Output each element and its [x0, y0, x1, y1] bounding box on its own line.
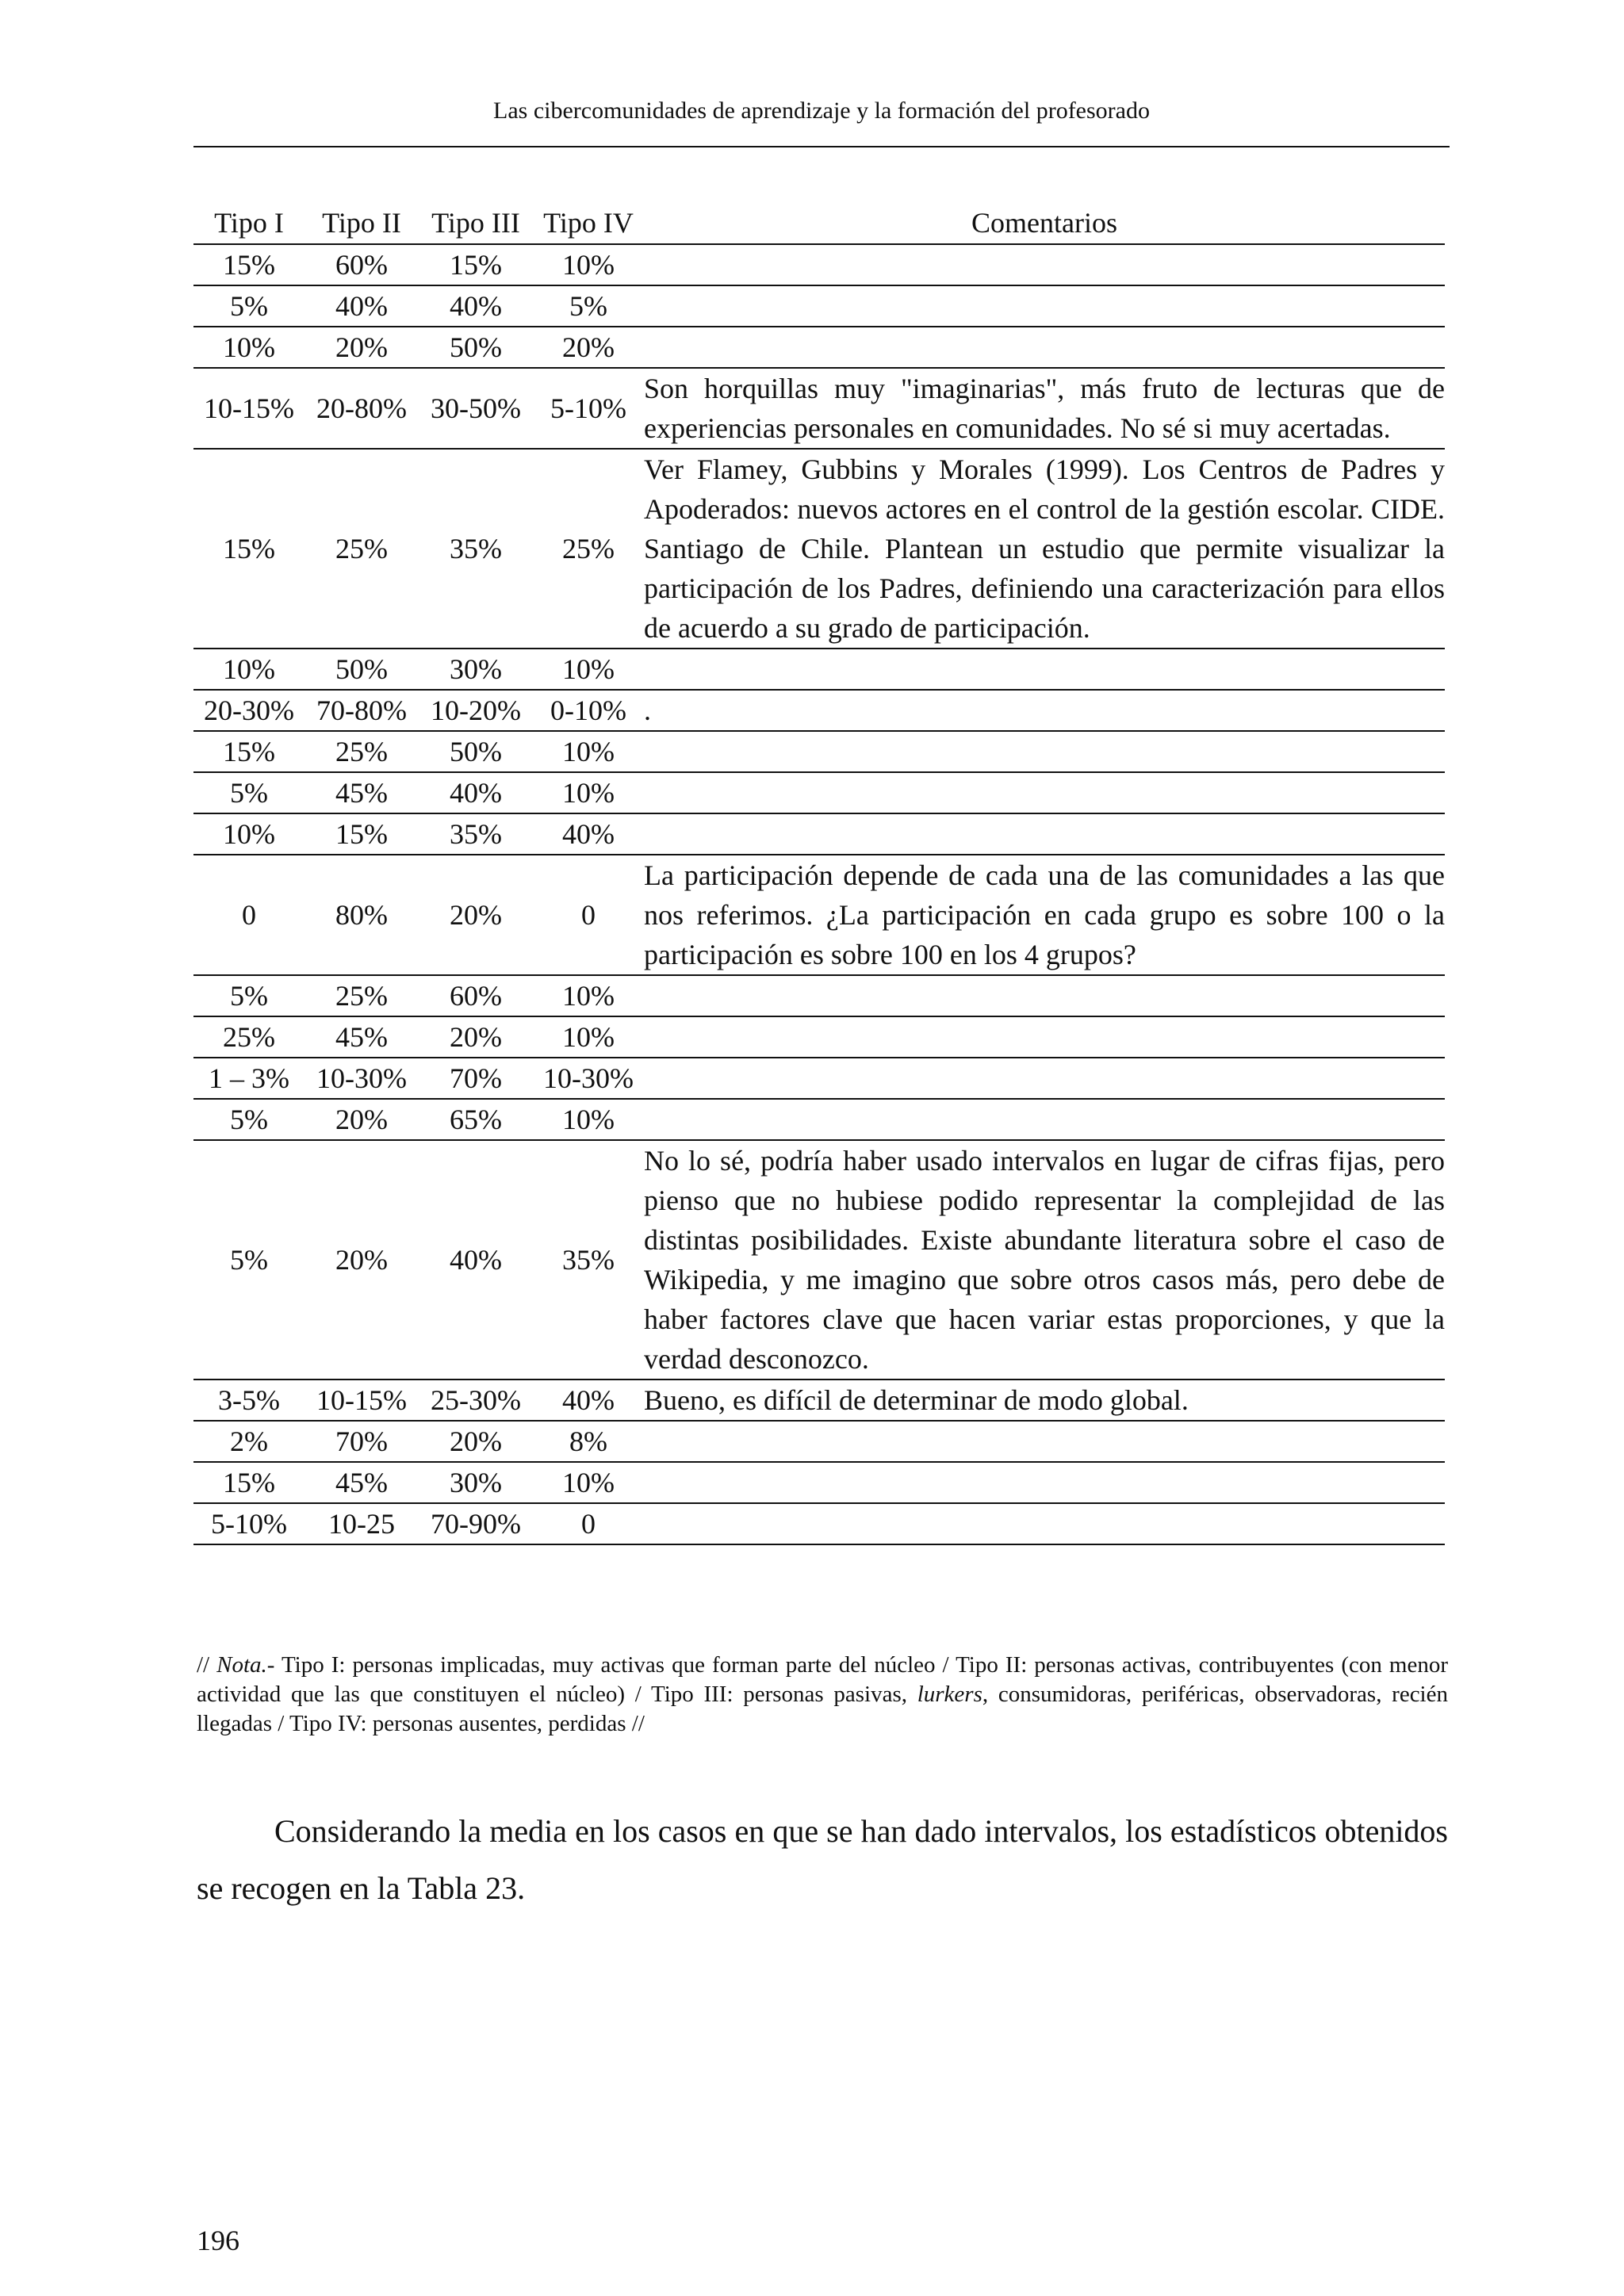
- value-cell: 10%: [533, 1099, 644, 1140]
- value-cell: 45%: [304, 1462, 419, 1503]
- value-cell: 60%: [304, 244, 419, 285]
- value-cell: 10%: [533, 1462, 644, 1503]
- value-cell: 10%: [533, 649, 644, 690]
- comment-cell: Ver Flamey, Gubbins y Morales (1999). Los Centros de Padres y Apoderados: nuevos actores en el control de la gestión escolar. CIDE. Santiago de Chile. Plantean un estudio que permite visualizar la participación de los Padres, definiendo una caracterización para ellos de acuerdo a su grado de participación.: [644, 449, 1445, 649]
- value-cell: 0: [533, 855, 644, 975]
- table-row: [193, 1058, 1445, 1099]
- value-cell: 35%: [533, 1140, 644, 1380]
- comment-cell: Bueno, es difícil de determinar de modo global.: [644, 1380, 1445, 1421]
- value-cell: 5%: [193, 1099, 304, 1140]
- participation-table: [193, 202, 1445, 1545]
- value-cell: 10%: [193, 813, 304, 855]
- value-cell: 10%: [533, 244, 644, 285]
- value-cell: 2%: [193, 1421, 304, 1462]
- value-cell: 20-30%: [193, 690, 304, 731]
- value-cell: 80%: [304, 855, 419, 975]
- comment-cell: [644, 731, 1445, 772]
- table-row: [193, 649, 1445, 690]
- value-cell: 65%: [419, 1099, 533, 1140]
- value-cell: 45%: [304, 1016, 419, 1058]
- note-text-end: , consumidoras, periféricas, observadoras, recién llegadas / Tipo IV: personas ausentes, perdidas //: [197, 1682, 1448, 1736]
- table-row: [193, 813, 1445, 855]
- value-cell: 50%: [419, 327, 533, 368]
- column-header: Tipo III: [431, 207, 520, 239]
- table-row: [193, 449, 1445, 649]
- value-cell: 0: [193, 855, 304, 975]
- value-cell: 10%: [533, 731, 644, 772]
- column-header: Tipo II: [322, 207, 401, 239]
- table-row: [193, 772, 1445, 813]
- value-cell: 20%: [419, 1421, 533, 1462]
- value-cell: 10%: [533, 772, 644, 813]
- value-cell: 30%: [419, 649, 533, 690]
- table-row: [193, 1503, 1445, 1544]
- comment-cell: Son horquillas muy "imaginarias", más fruto de lecturas que de experiencias personales en comunidades. No sé si muy acertadas.: [644, 368, 1445, 449]
- value-cell: 5%: [193, 1140, 304, 1380]
- comment-cell: [644, 1462, 1445, 1503]
- table-row: [193, 244, 1445, 285]
- page-number: 196: [197, 2225, 239, 2256]
- value-cell: 3-5%: [193, 1380, 304, 1421]
- table-note: [197, 1651, 1448, 1739]
- value-cell: 25%: [304, 731, 419, 772]
- value-cell: 15%: [193, 244, 304, 285]
- value-cell: 5-10%: [533, 368, 644, 449]
- comment-cell: [644, 813, 1445, 855]
- column-header: Tipo I: [214, 207, 284, 239]
- value-cell: 5%: [533, 285, 644, 327]
- body-paragraph: Considerando la media en los casos en que se han dado intervalos, los estadísticos obtenidos se recogen en la Tabla 23.: [197, 1813, 1448, 1906]
- value-cell: 20-80%: [304, 368, 419, 449]
- table-row: [193, 1099, 1445, 1140]
- comment-cell: [644, 244, 1445, 285]
- value-cell: 50%: [304, 649, 419, 690]
- comment-cell: [644, 327, 1445, 368]
- value-cell: 30-50%: [419, 368, 533, 449]
- value-cell: 40%: [304, 285, 419, 327]
- value-cell: 5%: [193, 285, 304, 327]
- value-cell: 60%: [419, 975, 533, 1016]
- value-cell: 10%: [193, 649, 304, 690]
- value-cell: 0-10%: [533, 690, 644, 731]
- value-cell: 10-30%: [533, 1058, 644, 1099]
- value-cell: 1 – 3%: [193, 1058, 304, 1099]
- table-row: [193, 1462, 1445, 1503]
- value-cell: 25%: [193, 1016, 304, 1058]
- value-cell: 20%: [419, 855, 533, 975]
- value-cell: 35%: [419, 449, 533, 649]
- table-row: [193, 1016, 1445, 1058]
- comment-cell: [644, 1016, 1445, 1058]
- column-header: Tipo IV: [543, 207, 634, 239]
- comment-cell: .: [644, 690, 1445, 731]
- value-cell: 70-80%: [304, 690, 419, 731]
- table-row: [193, 690, 1445, 731]
- value-cell: 30%: [419, 1462, 533, 1503]
- value-cell: 20%: [304, 1140, 419, 1380]
- value-cell: 10-25: [304, 1503, 419, 1544]
- note-text: Tipo I: personas implicadas, muy activas que forman parte del núcleo / Tipo II: personas activas, contribuyentes (con menor actividad que las que constituyen el núcleo) / Tipo III: personas pasivas,: [197, 1652, 1448, 1707]
- table-row: [193, 1380, 1445, 1421]
- value-cell: 0: [533, 1503, 644, 1544]
- value-cell: 20%: [304, 327, 419, 368]
- value-cell: 25%: [304, 449, 419, 649]
- value-cell: 10-15%: [304, 1380, 419, 1421]
- value-cell: 40%: [419, 285, 533, 327]
- value-cell: 5%: [193, 772, 304, 813]
- value-cell: 70-90%: [419, 1503, 533, 1544]
- value-cell: 10-30%: [304, 1058, 419, 1099]
- comment-cell: [644, 1421, 1445, 1462]
- value-cell: 40%: [533, 813, 644, 855]
- value-cell: 15%: [193, 731, 304, 772]
- table-row: [193, 368, 1445, 449]
- running-header: Las cibercomunidades de aprendizaje y la formación del profesorado: [493, 98, 1150, 124]
- column-header: Comentarios: [971, 207, 1117, 239]
- header-divider: [193, 146, 1450, 147]
- table-row: [193, 731, 1445, 772]
- note-italic-term: lurkers: [917, 1682, 982, 1707]
- value-cell: 10-15%: [193, 368, 304, 449]
- comment-cell: La participación depende de cada una de las comunidades a las que nos referimos. ¿La participación en cada grupo es sobre 100 o la participación es sobre 100 en los 4 grupos?: [644, 855, 1445, 975]
- value-cell: 50%: [419, 731, 533, 772]
- value-cell: 15%: [193, 449, 304, 649]
- value-cell: 20%: [304, 1099, 419, 1140]
- value-cell: 5-10%: [193, 1503, 304, 1544]
- value-cell: 25%: [304, 975, 419, 1016]
- value-cell: 15%: [193, 1462, 304, 1503]
- value-cell: 25%: [533, 449, 644, 649]
- value-cell: 15%: [419, 244, 533, 285]
- value-cell: 70%: [419, 1058, 533, 1099]
- value-cell: 15%: [304, 813, 419, 855]
- value-cell: 5%: [193, 975, 304, 1016]
- comment-cell: [644, 1099, 1445, 1140]
- comment-cell: [644, 649, 1445, 690]
- table-body: [193, 244, 1445, 1544]
- note-label: Nota.-: [216, 1652, 275, 1678]
- value-cell: 40%: [419, 1140, 533, 1380]
- table-header-row: [193, 202, 1445, 244]
- comment-cell: No lo sé, podría haber usado intervalos en lugar de cifras fijas, pero pienso que no hubiese podido representar la complejidad de las distintas posibilidades. Existe abundante literatura sobre el caso de Wikipedia, y me imagino que sobre otros casos más, pero debe de haber factores clave que hacen variar estas proporciones, y que la verdad desconozco.: [644, 1140, 1445, 1380]
- comment-cell: [644, 975, 1445, 1016]
- value-cell: 20%: [419, 1016, 533, 1058]
- comment-cell: [644, 772, 1445, 813]
- value-cell: 10%: [533, 1016, 644, 1058]
- comment-cell: [644, 1058, 1445, 1099]
- table-row: [193, 327, 1445, 368]
- value-cell: 10%: [193, 327, 304, 368]
- table-row: [193, 1140, 1445, 1380]
- value-cell: 20%: [533, 327, 644, 368]
- comment-cell: [644, 1503, 1445, 1544]
- value-cell: 8%: [533, 1421, 644, 1462]
- value-cell: 45%: [304, 772, 419, 813]
- value-cell: 10-20%: [419, 690, 533, 731]
- value-cell: 35%: [419, 813, 533, 855]
- value-cell: 70%: [304, 1421, 419, 1462]
- table-row: [193, 855, 1445, 975]
- value-cell: 10%: [533, 975, 644, 1016]
- table-row: [193, 285, 1445, 327]
- comment-cell: [644, 285, 1445, 327]
- value-cell: 25-30%: [419, 1380, 533, 1421]
- note-prefix: //: [197, 1652, 217, 1678]
- value-cell: 40%: [419, 772, 533, 813]
- table-row: [193, 1421, 1445, 1462]
- value-cell: 40%: [533, 1380, 644, 1421]
- table-row: [193, 975, 1445, 1016]
